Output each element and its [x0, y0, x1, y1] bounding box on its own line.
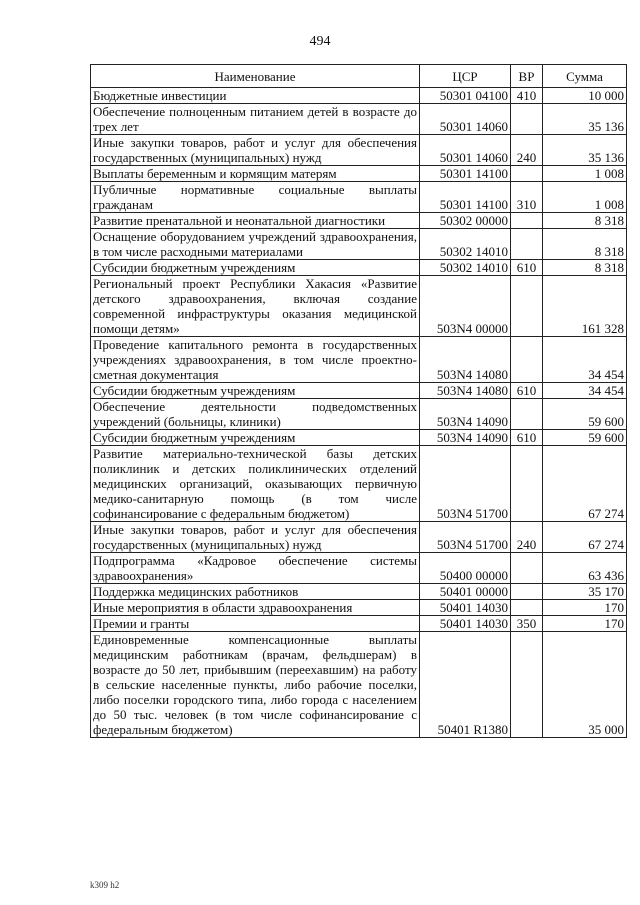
table-row [91, 260, 627, 276]
cell-name: Иные закупки товаров, работ и услуг для обеспечения государственных (муниципальных) нужд [91, 522, 420, 553]
cell-vr [511, 553, 543, 584]
cell-csr: 50301 14100 [420, 166, 511, 182]
table-row [91, 88, 627, 104]
table-body [91, 88, 627, 738]
cell-vr: 240 [511, 522, 543, 553]
cell-csr: 503N4 14090 [420, 430, 511, 446]
cell-csr: 50301 14060 [420, 104, 511, 135]
table-row [91, 553, 627, 584]
table-row [91, 632, 627, 738]
header-vr: ВР [511, 65, 543, 88]
cell-vr [511, 213, 543, 229]
cell-sum: 8 318 [543, 213, 627, 229]
cell-name: Обеспечение полноценным питанием детей в возрасте до трех лет [91, 104, 420, 135]
table-row [91, 229, 627, 260]
cell-sum: 35 136 [543, 135, 627, 166]
cell-vr [511, 584, 543, 600]
page-number: 494 [309, 34, 331, 49]
cell-vr [511, 632, 543, 738]
cell-name: Развитие материально-технической базы детских поликлиник и детских поликлинических отделений медицинских организаций, оказывающих первичную медико-санитарную помощь (в том числе софинансирование с федеральным бюджетом) [91, 446, 420, 522]
cell-csr: 50302 00000 [420, 213, 511, 229]
cell-sum: 10 000 [543, 88, 627, 104]
cell-csr: 50401 14030 [420, 616, 511, 632]
cell-name: Иные закупки товаров, работ и услуг для обеспечения государственных (муниципальных) нужд [91, 135, 420, 166]
cell-csr: 50302 14010 [420, 229, 511, 260]
cell-csr: 50301 14100 [420, 182, 511, 213]
cell-csr: 50302 14010 [420, 260, 511, 276]
cell-vr: 610 [511, 260, 543, 276]
table-row [91, 600, 627, 616]
cell-csr: 503N4 51700 [420, 446, 511, 522]
cell-csr: 50301 04100 [420, 88, 511, 104]
cell-name: Подпрограмма «Кадровое обеспечение системы здравоохранения» [91, 553, 420, 584]
cell-name: Публичные нормативные социальные выплаты гражданам [91, 182, 420, 213]
header-sum: Сумма [543, 65, 627, 88]
cell-sum: 35 170 [543, 584, 627, 600]
cell-sum: 59 600 [543, 430, 627, 446]
cell-vr: 610 [511, 430, 543, 446]
cell-sum: 35 000 [543, 632, 627, 738]
cell-name: Выплаты беременным и кормящим матерям [91, 166, 420, 182]
cell-vr [511, 104, 543, 135]
cell-sum: 34 454 [543, 383, 627, 399]
table-header-row [91, 65, 627, 88]
cell-sum: 67 274 [543, 522, 627, 553]
cell-csr: 503N4 14080 [420, 383, 511, 399]
cell-name: Субсидии бюджетным учреждениям [91, 383, 420, 399]
cell-name: Региональный проект Республики Хакасия «Развитие детского здравоохранения, включая создание современной инфраструктуры оказания медицинской помощи детям» [91, 276, 420, 337]
cell-csr: 50400 00000 [420, 553, 511, 584]
cell-name: Единовременные компенсационные выплаты медицинским работникам (врачам, фельдшерам) в возрасте до 50 лет, прибывшим (переехавшим) на работу в сельские населенные пункты, либо рабочие поселки, либо поселки городского типа, либо города с населением до 50 тыс. человек (в том числе софинансирование с федеральным бюджетом) [91, 632, 420, 738]
cell-name: Премии и гранты [91, 616, 420, 632]
table-row [91, 276, 627, 337]
cell-sum: 8 318 [543, 229, 627, 260]
cell-vr: 610 [511, 383, 543, 399]
cell-vr: 350 [511, 616, 543, 632]
table-row [91, 522, 627, 553]
table-row [91, 166, 627, 182]
cell-sum: 1 008 [543, 166, 627, 182]
cell-sum: 1 008 [543, 182, 627, 213]
cell-vr [511, 600, 543, 616]
table-row [91, 446, 627, 522]
header-name: Наименование [91, 65, 420, 88]
cell-name: Обеспечение деятельности подведомственных учреждений (больницы, клиники) [91, 399, 420, 430]
cell-name: Поддержка медицинских работников [91, 584, 420, 600]
cell-vr [511, 276, 543, 337]
footer-mark: k309 h2 [90, 880, 120, 890]
cell-csr: 50401 00000 [420, 584, 511, 600]
cell-sum: 170 [543, 616, 627, 632]
cell-sum: 35 136 [543, 104, 627, 135]
table-row [91, 399, 627, 430]
cell-vr: 240 [511, 135, 543, 166]
cell-sum: 34 454 [543, 337, 627, 383]
cell-name: Бюджетные инвестиции [91, 88, 420, 104]
cell-name: Субсидии бюджетным учреждениям [91, 430, 420, 446]
cell-name: Субсидии бюджетным учреждениям [91, 260, 420, 276]
table-row [91, 182, 627, 213]
table-row [91, 383, 627, 399]
budget-table [90, 64, 627, 738]
cell-csr: 50301 14060 [420, 135, 511, 166]
cell-sum: 161 328 [543, 276, 627, 337]
cell-sum: 170 [543, 600, 627, 616]
cell-csr: 503N4 00000 [420, 276, 511, 337]
cell-csr: 503N4 14080 [420, 337, 511, 383]
cell-csr: 50401 R1380 [420, 632, 511, 738]
cell-vr [511, 337, 543, 383]
table-row [91, 584, 627, 600]
cell-name: Иные мероприятия в области здравоохранения [91, 600, 420, 616]
table-row [91, 135, 627, 166]
cell-vr [511, 446, 543, 522]
cell-csr: 503N4 51700 [420, 522, 511, 553]
cell-name: Оснащение оборудованием учреждений здравоохранения, в том числе расходными материалами [91, 229, 420, 260]
cell-vr [511, 166, 543, 182]
cell-vr: 410 [511, 88, 543, 104]
header-csr: ЦСР [420, 65, 511, 88]
cell-vr [511, 399, 543, 430]
table-row [91, 104, 627, 135]
table-row [91, 616, 627, 632]
cell-vr [511, 229, 543, 260]
table-row [91, 337, 627, 383]
table-row [91, 213, 627, 229]
cell-sum: 8 318 [543, 260, 627, 276]
cell-name: Проведение капитального ремонта в государственных учреждениях здравоохранения, в том числе проектно-сметная документация [91, 337, 420, 383]
cell-vr: 310 [511, 182, 543, 213]
cell-sum: 59 600 [543, 399, 627, 430]
cell-name: Развитие пренатальной и неонатальной диагностики [91, 213, 420, 229]
cell-csr: 503N4 14090 [420, 399, 511, 430]
cell-csr: 50401 14030 [420, 600, 511, 616]
table-row [91, 430, 627, 446]
cell-sum: 67 274 [543, 446, 627, 522]
cell-sum: 63 436 [543, 553, 627, 584]
